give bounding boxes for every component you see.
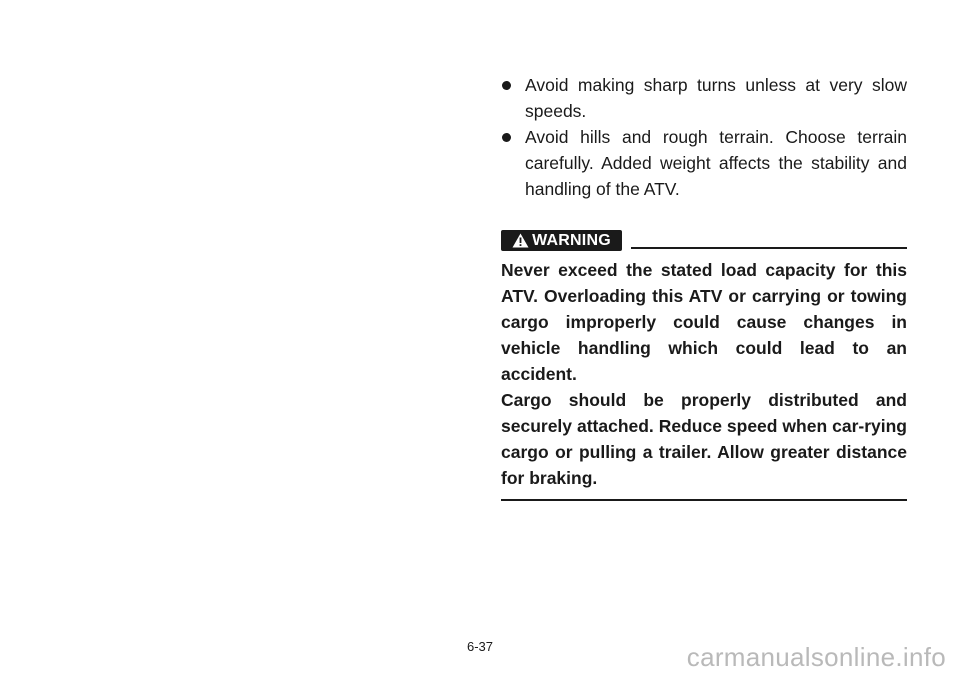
warning-body bbox=[501, 257, 907, 491]
bullet-item bbox=[501, 124, 907, 202]
bullet-dot-icon bbox=[502, 81, 511, 90]
warning-header-rule bbox=[631, 247, 907, 249]
warning-badge bbox=[501, 230, 622, 251]
warning-label: WARNING bbox=[532, 232, 611, 249]
watermark: carmanualsonline.info bbox=[686, 642, 946, 672]
page-number: 6-37 bbox=[466, 639, 494, 654]
bullet-text: Avoid hills and rough terrain. Choose terrain carefully. Added weight affects the stability and handling of the ATV. bbox=[525, 127, 907, 199]
bullet-dot-icon bbox=[502, 133, 511, 142]
warning-header bbox=[501, 229, 907, 255]
warning-paragraph: Cargo should be properly distributed and securely attached. Reduce speed when car-rying cargo or pulling a trailer. Allow greater distance for braking. bbox=[501, 390, 907, 488]
warning-triangle-icon bbox=[512, 233, 529, 248]
bullet-list bbox=[501, 72, 907, 202]
bullet-item bbox=[501, 72, 907, 124]
warning-paragraph: Never exceed the stated load capacity for this ATV. Overloading this ATV or carrying or towing cargo improperly could cause changes in vehicle handling which could lead to an accident. bbox=[501, 260, 907, 384]
content-column bbox=[501, 72, 907, 501]
warning-bottom-rule bbox=[501, 499, 907, 501]
bullet-text: Avoid making sharp turns unless at very slow speeds. bbox=[525, 75, 907, 121]
